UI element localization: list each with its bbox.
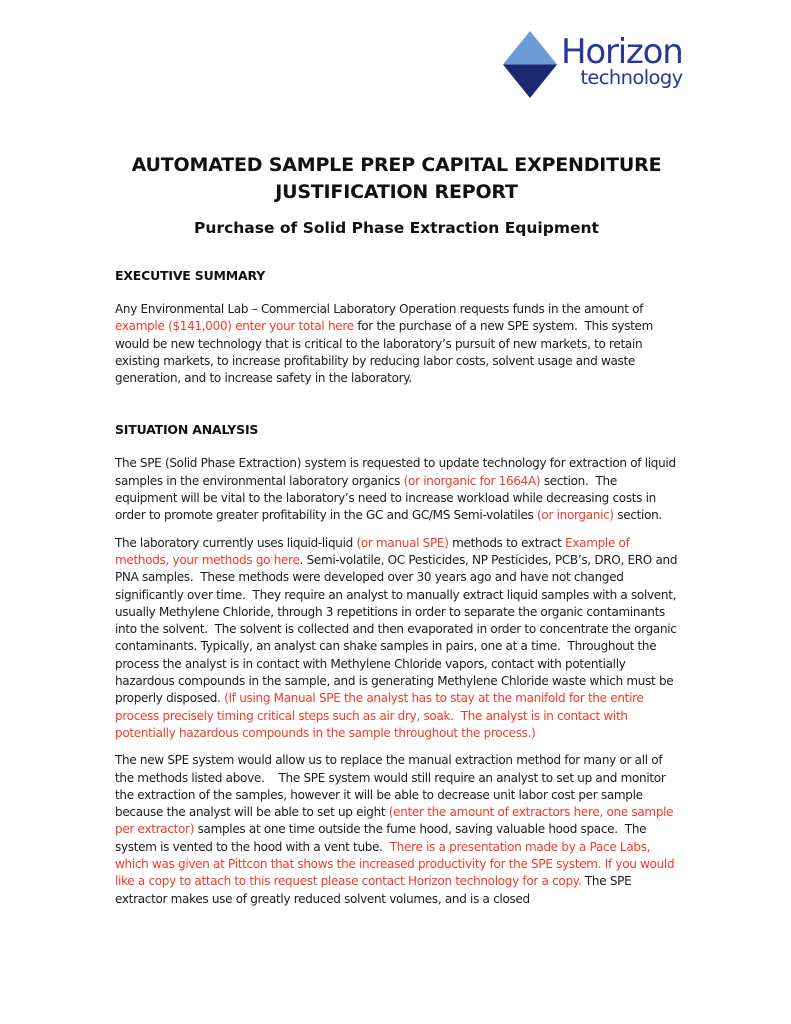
- placeholder-text-run: There is a presentation made by a Pace Labs, which was given at Pittcon that shows the increased productivity for the SPE system. If you would like a copy to attach to this request please contact Horizon technology for a copy.: [115, 839, 678, 889]
- text-run: section. The equipment will be vital to the laboratory’s need to increase workload while decreasing costs in order to promote greater profitability in the GC and GC/MS Semi-volatiles: [115, 473, 660, 523]
- situation-analysis-paragraph-1: [115, 455, 678, 524]
- text-run: Any Environmental Lab – Commercial Laboratory Operation requests funds in the amount of: [115, 302, 647, 316]
- placeholder-text-run: (or inorganic for 1664A): [403, 473, 541, 488]
- section-heading-executive-summary: EXECUTIVE SUMMARY: [115, 268, 266, 283]
- document-subtitle: Purchase of Solid Phase Extraction Equipment: [194, 219, 599, 237]
- placeholder-text-run: (or manual SPE): [356, 535, 449, 550]
- document-title-line1: AUTOMATED SAMPLE PREP CAPITAL EXPENDITURE: [131, 154, 662, 176]
- text-run: . Semi-volatile, OC Pesticides, NP Pesticides, PCB’s, DRO, ERO and PNA samples. These methods were developed over 30 years ago and have not changed significantly over time. They require an analyst to manually extract liquid samples with a solvent, usually Methylene Chloride, through 3 repetitions in order to separate the organic contaminants into the solvent. The solvent is collected and then evaporated in order to concentrate the organic contaminants. Typically, an analyst can shake samples in pairs, one at a time. Throughout the process the analyst is in contact with Methylene Chloride vapors, contact with potentially hazardous compounds in the sample, and is generating Methylene Chloride waste which must be properly disposed.: [115, 552, 681, 706]
- situation-analysis-paragraph-3: [115, 752, 678, 908]
- document-title: [115, 152, 678, 206]
- placeholder-text-run: Example of methods, your methods go here: [115, 535, 634, 567]
- text-run: The laboratory currently uses liquid-liquid: [115, 535, 357, 550]
- logo-brand-text: Horizon: [561, 32, 683, 72]
- document-title-line2: JUSTIFICATION REPORT: [275, 181, 518, 203]
- placeholder-text-run: example ($141,000) enter your total here: [115, 319, 354, 334]
- text-run: The SPE (Solid Phase Extraction) system is requested to update technology for extraction of liquid samples in the environmental laboratory organics: [115, 456, 680, 488]
- text-run: The SPE extractor makes use of greatly reduced solvent volumes, and is a closed: [115, 874, 635, 906]
- document-body: [115, 0, 681, 908]
- placeholder-text-run: (If using Manual SPE the analyst has to stay at the manifold for the entire process precisely timing critical steps such as air dry, soak. The analyst is in contact with potentially hazardous compounds in the sample throughout the process.): [115, 691, 648, 740]
- text-run: for the purchase of a new SPE system. This system would be new technology that is critical to the laboratory’s pursuit of new markets, to retain existing markets, to increase profitability by reducing labor costs, solvent usage and waste generation, and to increase safety in the laboratory.: [115, 319, 657, 386]
- section-heading-situation-analysis: SITUATION ANALYSIS: [115, 422, 259, 438]
- text-run: section.: [613, 508, 662, 523]
- text-run: samples at one time outside the fume hood, saving valuable hood space. The system is vented to the hood with a vent tube.: [115, 822, 650, 854]
- text-run: The new SPE system would allow us to replace the manual extraction method for many or all of the methods listed above. The SPE system would still require an analyst to set up and monitor the extraction of the samples, however it will be able to decrease unit labor cost per sample because the analyst will be able to set up eight: [115, 753, 669, 820]
- executive-summary-paragraph: [115, 301, 678, 387]
- logo-sub-text: technology: [580, 66, 683, 89]
- placeholder-text-run: (enter the amount of extractors here, one sample per extractor): [115, 805, 677, 837]
- text-run: methods to extract: [448, 535, 566, 550]
- placeholder-text-run: (or inorganic): [537, 508, 614, 523]
- situation-analysis-paragraph-2: [115, 535, 681, 743]
